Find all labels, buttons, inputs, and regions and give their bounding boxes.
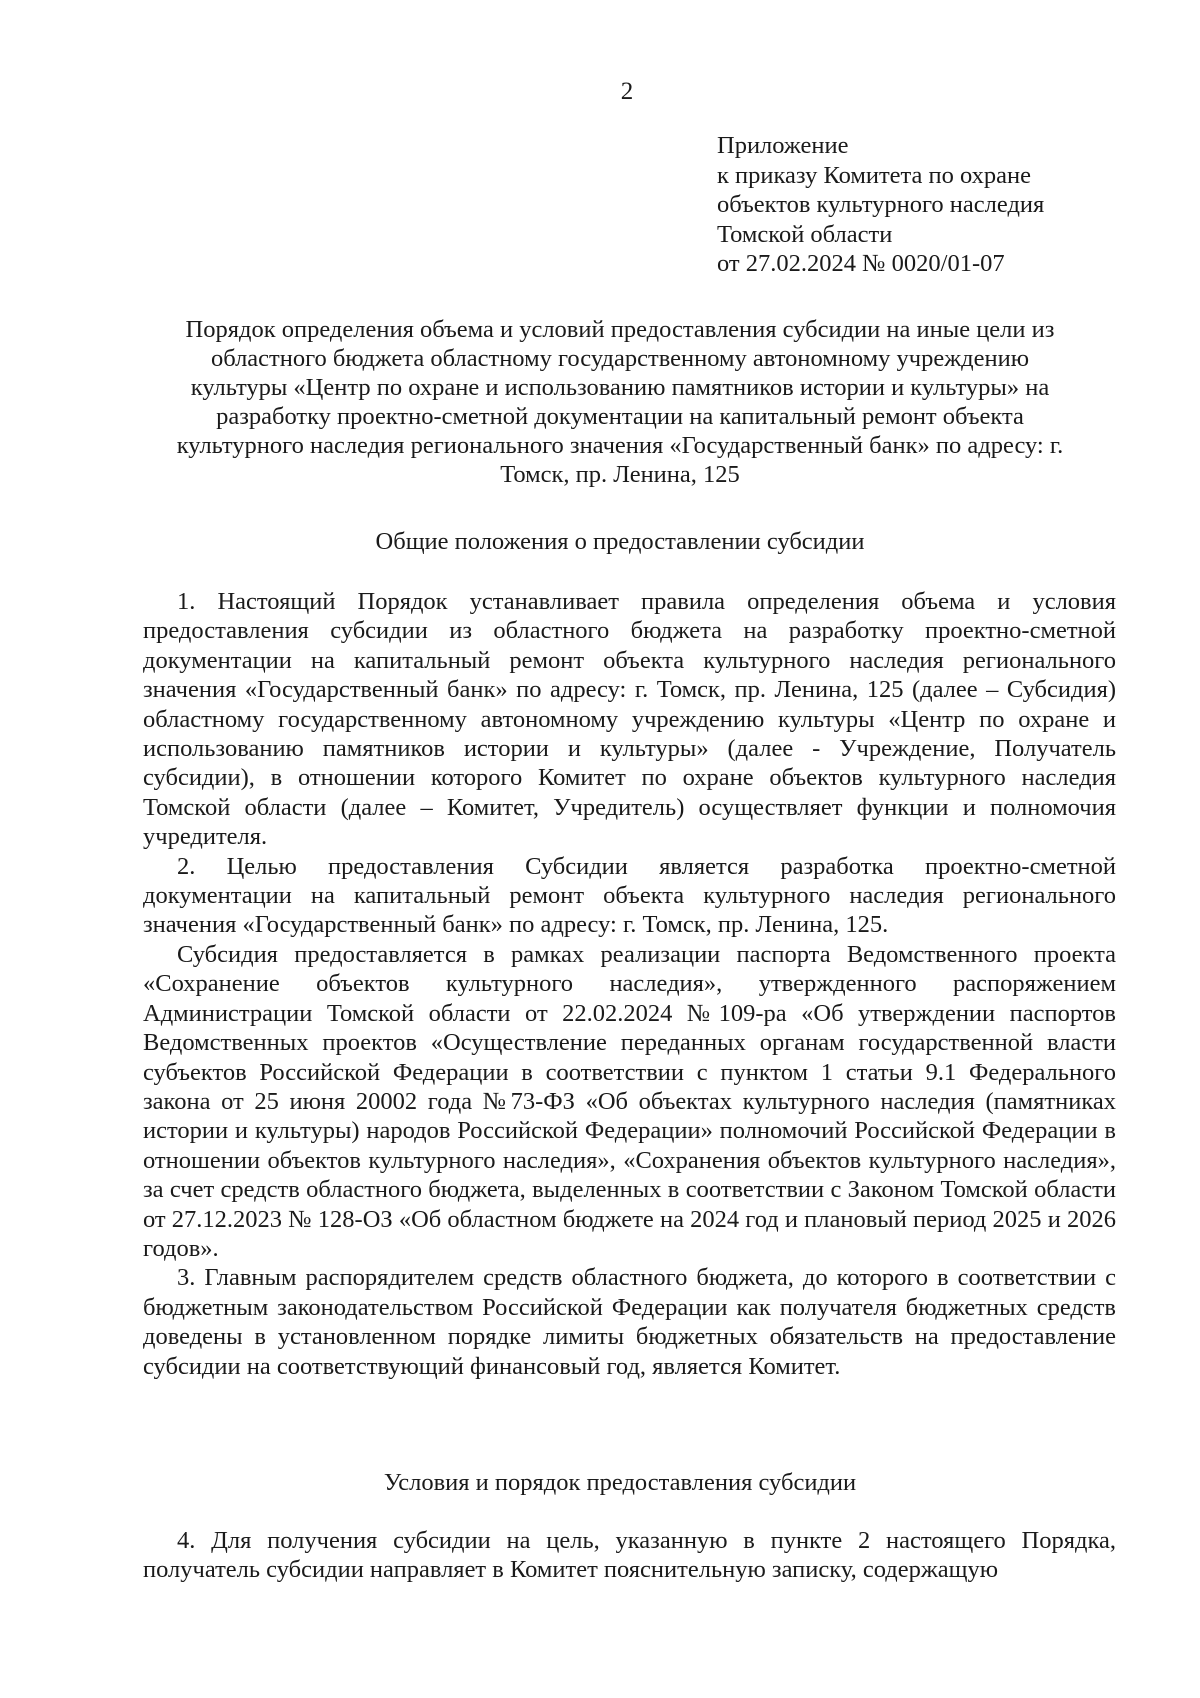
appendix-block xyxy=(717,131,1157,279)
appendix-line: от 27.02.2024 № 0020/01-07 xyxy=(717,250,1005,277)
title-line: Порядок определения объема и условий предоставления субсидии на иные цели из xyxy=(185,316,1055,343)
title-line: разработку проектно-сметной документации на капитальный ремонт объекта xyxy=(216,403,1024,430)
section-heading-conditions: Условия и порядок предоставления субсидии xyxy=(383,1469,857,1496)
title-line: культуры «Центр по охране и использованию памятников истории и культуры» на xyxy=(190,374,1050,401)
title-line: культурного наследия регионального значения «Государственный банк» по адресу: г. xyxy=(176,432,1064,459)
title-line: Томск, пр. Ленина, 125 xyxy=(500,461,740,488)
appendix-line: Томской области xyxy=(717,220,893,248)
page-number: 2 xyxy=(620,78,634,105)
paragraph-1: 1. Настоящий Порядок устанавливает правила определения объема и условия предоставления субсидии из областного бюджета на разработку проектно-сметной документации на капитальный ремонт объекта культурного наследия регионального значения «Государственный банк» по адресу: г. Томск, пр. Ленина, 125 (далее – Субсидия) областному государственному автономному учреждению культуры «Центр по охране и использованию памятников истории и культуры» (далее - Учреждение, Получатель субсидии), в отношении которого Комитет по охране объектов культурного наследия Томской области (далее – Комитет, Учредитель) осуществляет функции и полномочия учредителя. xyxy=(143,588,1116,851)
section-body-conditions xyxy=(143,1526,1116,1585)
document-title xyxy=(130,315,1110,489)
appendix-line: Приложение xyxy=(717,132,849,159)
paragraph-4: 4. Для получения субсидии на цель, указанную в пункте 2 настоящего Порядка, получатель субсидии направляет в Комитет пояснительную записку, содержащую xyxy=(143,1527,1116,1584)
section-body-general xyxy=(143,587,1116,1381)
paragraph-2-continued: Субсидия предоставляется в рамках реализации паспорта Ведомственного проекта «Сохранение объектов культурного наследия», утвержденного распоряжением Администрации Томской области от 22.02.2024 №109-ра «Об утверждении паспортов Ведомственных проектов «Осуществление переданных органам государственной власти субъектов Российской Федерации в соответствии с пунктом 1 статьи 9.1 Федерального закона от 25 июня 20002 года №73-ФЗ «Об объектах культурного наследия (памятниках истории и культуры) народов Российской Федерации» полномочий Российской Федерации в отношении объектов культурного наследия», «Сохранения объектов культурного наследия», за счет средств областного бюджета, выделенных в соответствии с Законом Томской области от 27.12.2023 № 128-ОЗ «Об областном бюджете на 2024 год и плановый период 2025 и 2026 годов». xyxy=(143,940,1116,1262)
appendix-line: объектов культурного наследия xyxy=(717,191,1045,218)
paragraph-2: 2. Целью предоставления Субсидии является разработка проектно-сметной документации на капитальный ремонт объекта культурного наследия регионального значения «Государственный банк» по адресу: г. Томск, пр. Ленина, 125. xyxy=(143,852,1116,939)
paragraph-3: 3. Главным распорядителем средств областного бюджета, до которого в соответствии с бюджетным законодательством Российской Федерации как получателя бюджетных средств доведены в установленном порядке лимиты бюджетных обязательств на предоставление субсидии на соответствующий финансовый год, является Комитет. xyxy=(143,1264,1116,1380)
appendix-line: к приказу Комитета по охране xyxy=(717,161,1032,189)
title-line: областного бюджета областному государственному автономному учреждению xyxy=(210,345,1030,372)
section-heading-general: Общие положения о предоставлении субсидии xyxy=(375,528,865,555)
